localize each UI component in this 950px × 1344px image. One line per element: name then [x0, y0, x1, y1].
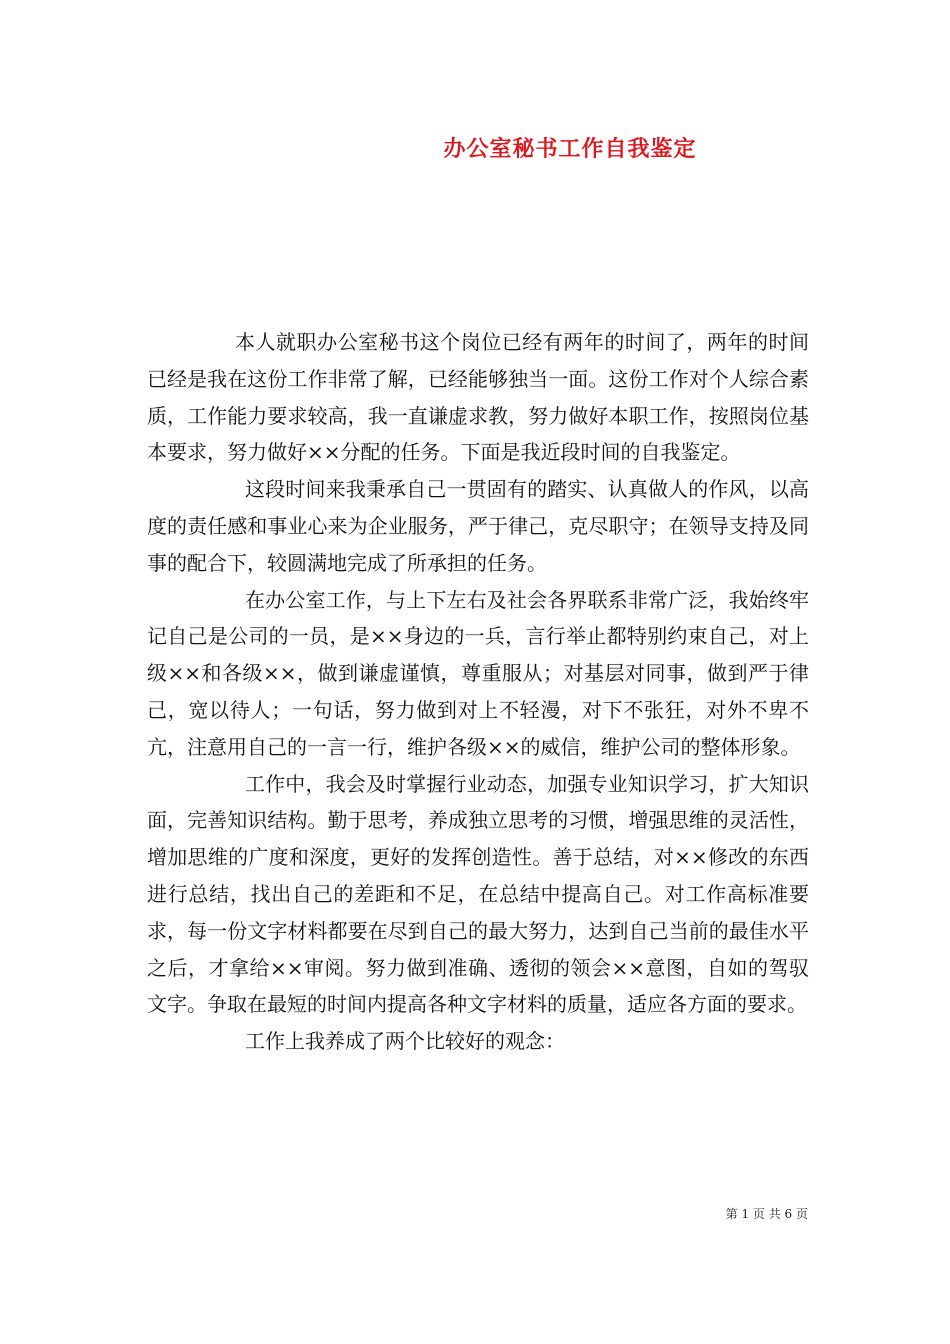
paragraph-learning: 工作中，我会及时掌握行业动态，加强专业知识学习，扩大知识面，完善知识结构。勤于思考，养成独立思考的习惯，增强思维的灵活性，增加思维的广度和深度，更好的发挥创造性。善于总结，对××修改的东西进行总结，找出自己的差距和不足，在总结中提高自己。对工作高标准要求，每一份文字材料都要在尽到自己的最大努力，达到自己当前的最佳水平之后，才拿给××审阅。努力做到准确、透彻的领会××意图，自如的驾驭文字。争取在最短的时间内提高各种文字材料的质量，适应各方面的要求。 [147, 771, 809, 1017]
paragraph-conduct: 在办公室工作，与上下左右及社会各界联系非常广泛，我始终牢记自己是公司的一员，是××身边的一兵，言行举止都特别约束自己，对上级××和各级××，做到谦虚谨慎，尊重服从；对基层对同事，做到严于律己，宽以待人；一句话，努力做到对上不轻漫，对下不张狂，对外不卑不亢，注意用自己的一言一行，维护各级××的威信，维护公司的整体形象。 [147, 587, 809, 759]
document-body [147, 324, 809, 1060]
page-number: 第 1 页 共 6 页 [725, 1207, 808, 1221]
paragraph-attitude: 这段时间来我秉承自己一贯固有的踏实、认真做人的作风，以高度的责任感和事业心来为企业服务，严于律己，克尽职守；在领导支持及同事的配合下，较圆满地完成了所承担的任务。 [147, 477, 809, 575]
paragraph-intro: 本人就职办公室秘书这个岗位已经有两年的时间了，两年的时间已经是我在这份工作非常了解，已经能够独当一面。这份工作对个人综合素质，工作能力要求较高，我一直谦虚求教，努力做好本职工作，按照岗位基本要求，努力做好××分配的任务。下面是我近段时间的自我鉴定。 [147, 330, 809, 465]
document-title: 办公室秘书工作自我鉴定 [443, 136, 697, 162]
paragraph-concepts: 工作上我养成了两个比较好的观念： [245, 1029, 565, 1054]
